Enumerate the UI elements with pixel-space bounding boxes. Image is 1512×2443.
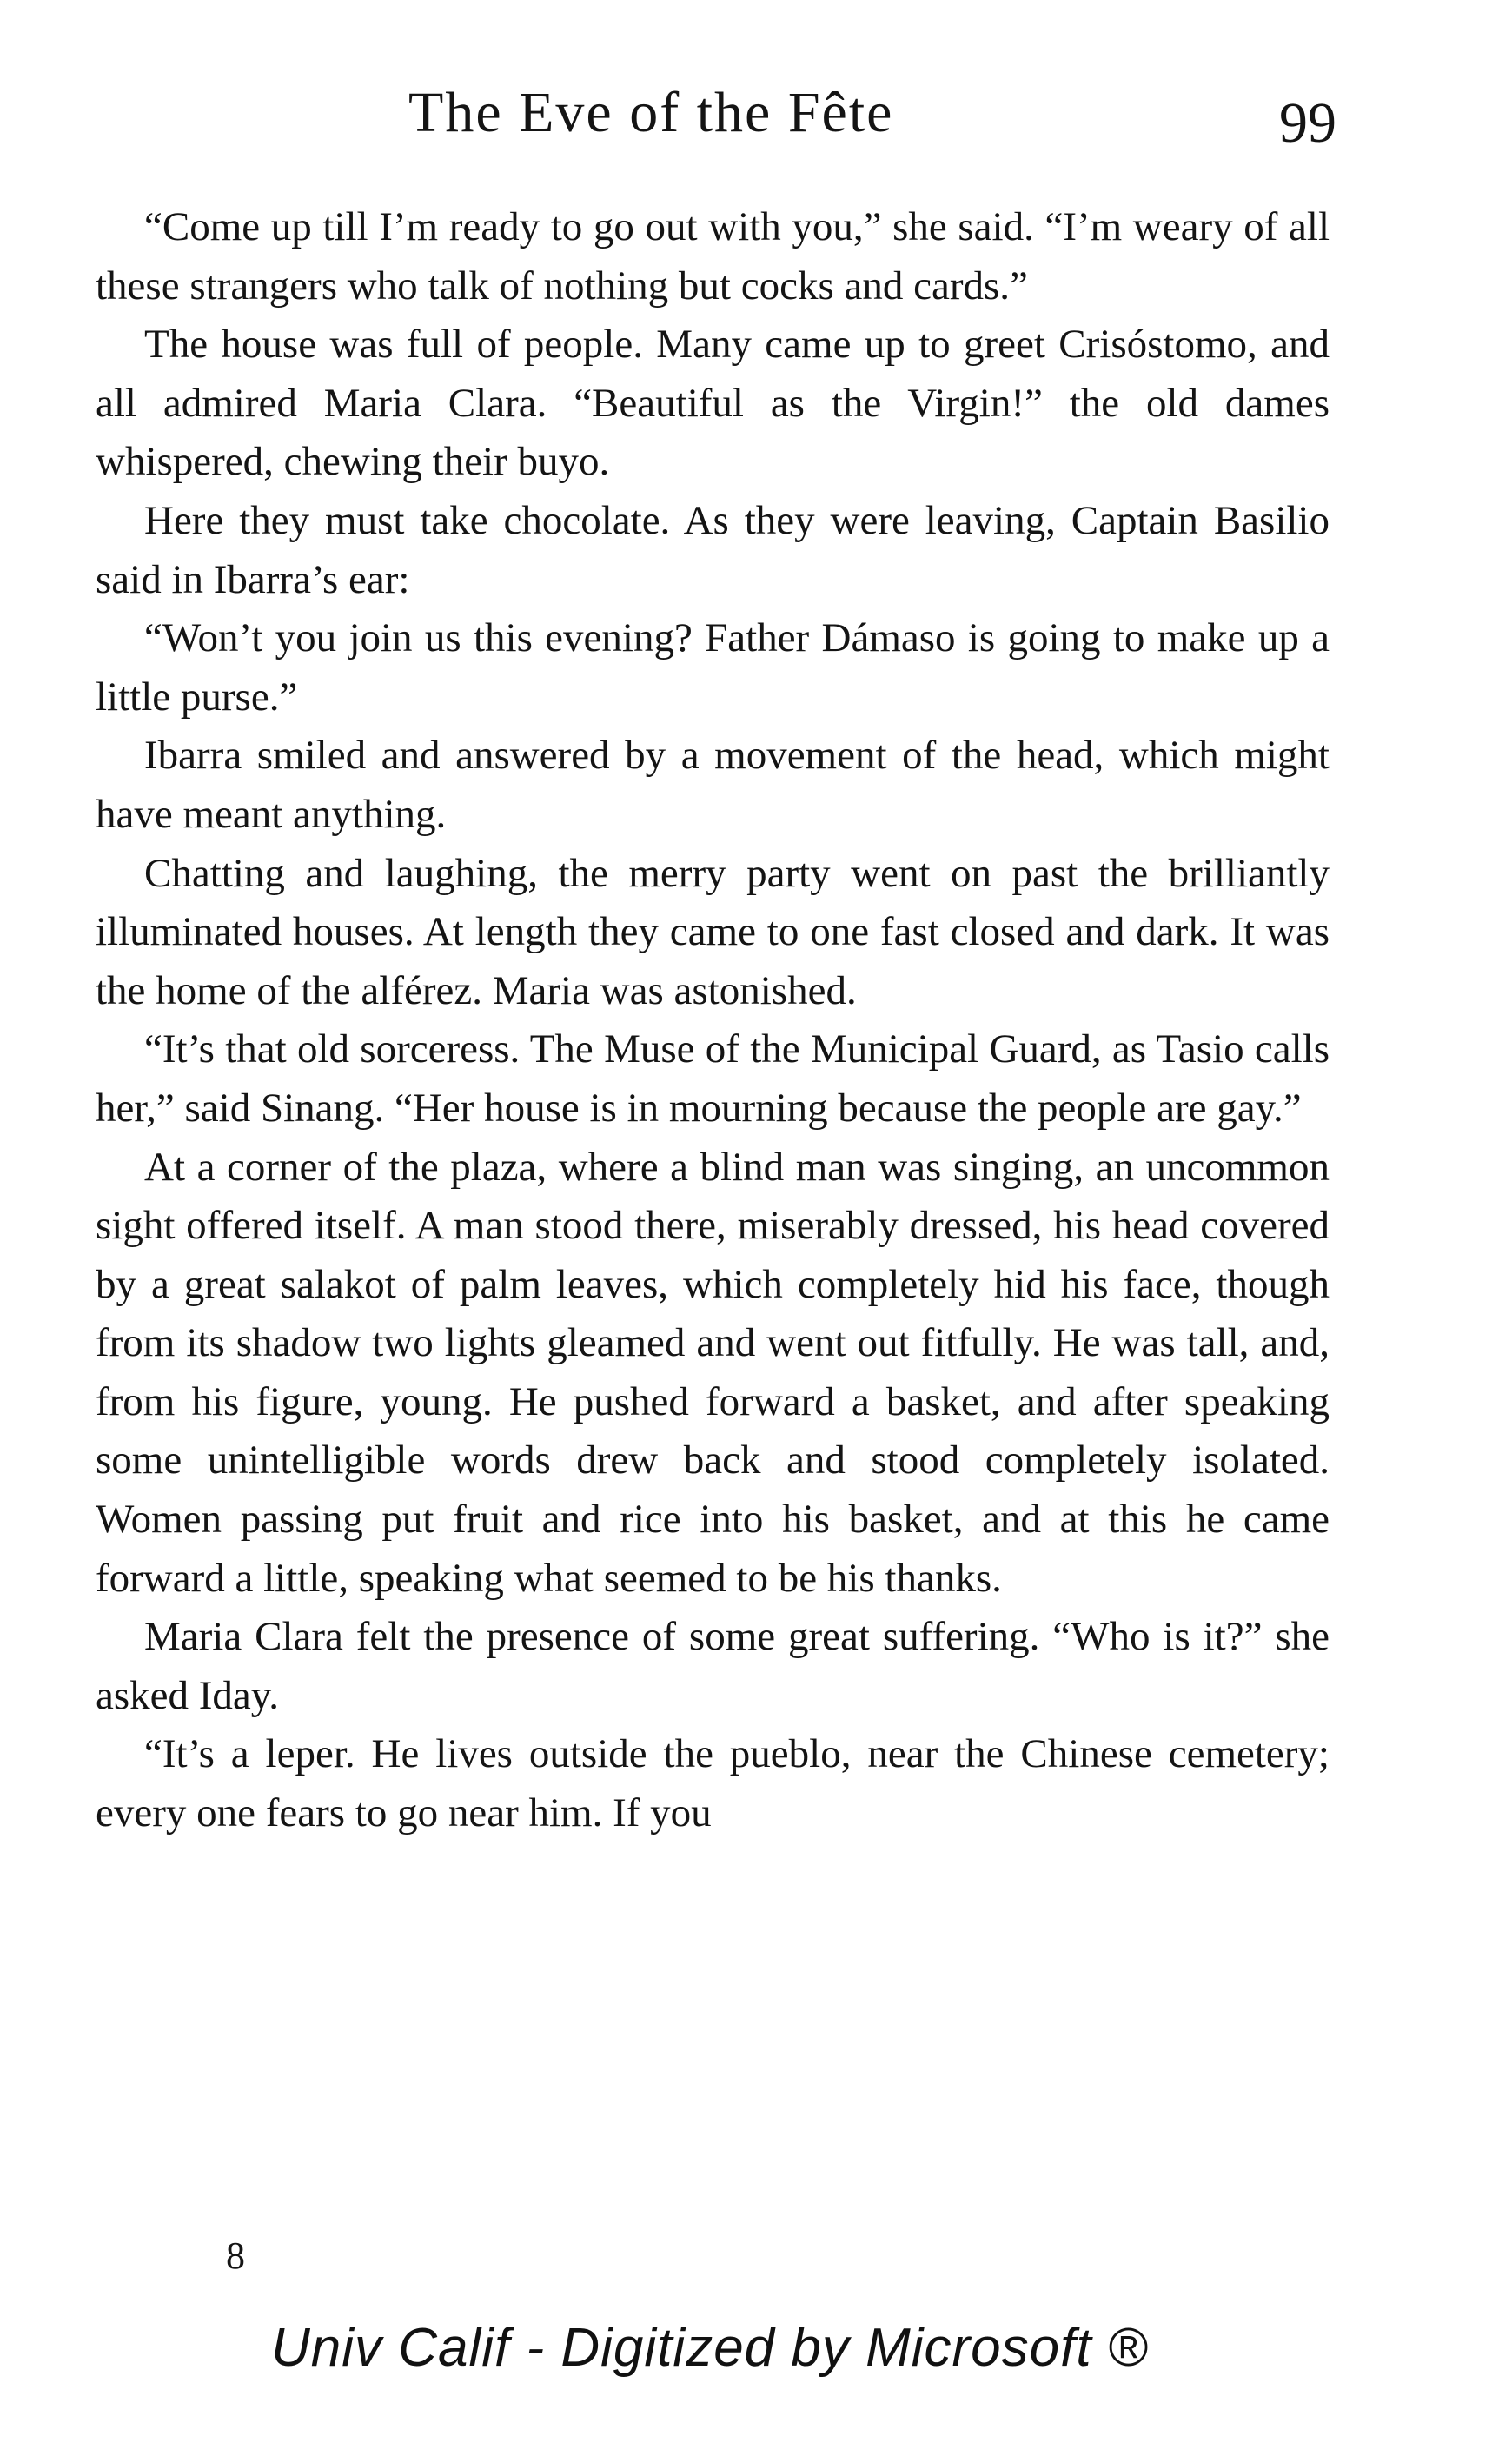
digitization-watermark: Univ Calif - Digitized by Microsoft ® xyxy=(271,2318,1149,2378)
page-number: 99 xyxy=(1279,91,1336,155)
paragraph: “Come up till I’m ready to go out with you,” she said. “I’m weary of all these strangers who talk of nothing but cocks and cards.” xyxy=(96,204,1330,309)
paragraph: The house was full of people. Many came up to greet Crisóstomo, and all admired Maria Clara. “Beautiful as the Virgin!” the old dames whispered, chewing their buyo. xyxy=(96,322,1330,485)
paragraph: Here they must take chocolate. As they were leaving, Captain Basilio said in Ibarra’s ear: xyxy=(96,497,1330,602)
signature-mark: 8 xyxy=(226,2234,245,2277)
paragraph: At a corner of the plaza, where a blind man was singing, an uncommon sight offered itself. A man stood there, miserably dressed, his head covered by a great salakot of palm leaves, which completely hid his face, though from its shadow two lights gleamed and went out fitfully. He was tall, and, from his figure, young. He pushed forward a basket, and after speaking some unintelligible words drew back and stood completely isolated. Women passing put fruit and rice into his basket, and at this he came forward a little, speaking what seemed to be his thanks. xyxy=(96,1144,1330,1601)
body-text xyxy=(96,198,1330,1843)
paragraph: Maria Clara felt the presence of some great suffering. “Who is it?” she asked Iday. xyxy=(96,1614,1330,1718)
paragraph: “It’s that old sorceress. The Muse of the Municipal Guard, as Tasio calls her,” said Sinang. “Her house is in mourning because the people are gay.” xyxy=(96,1026,1330,1131)
paragraph: Chatting and laughing, the merry party went on past the brilliantly illuminated houses. At length they came to one fast closed and dark. It was the home of the alférez. Maria was astonished. xyxy=(96,850,1330,1013)
paragraph: “It’s a leper. He lives outside the pueblo, near the Chinese cemetery; every one fears to go near him. If you xyxy=(96,1731,1330,1836)
paragraph: Ibarra smiled and answered by a movement of the head, which might have meant anything. xyxy=(96,733,1330,837)
paragraph: “Won’t you join us this evening? Father Dámaso is going to make up a little purse.” xyxy=(96,615,1330,720)
running-head-title: The Eve of the Fête xyxy=(408,81,894,144)
